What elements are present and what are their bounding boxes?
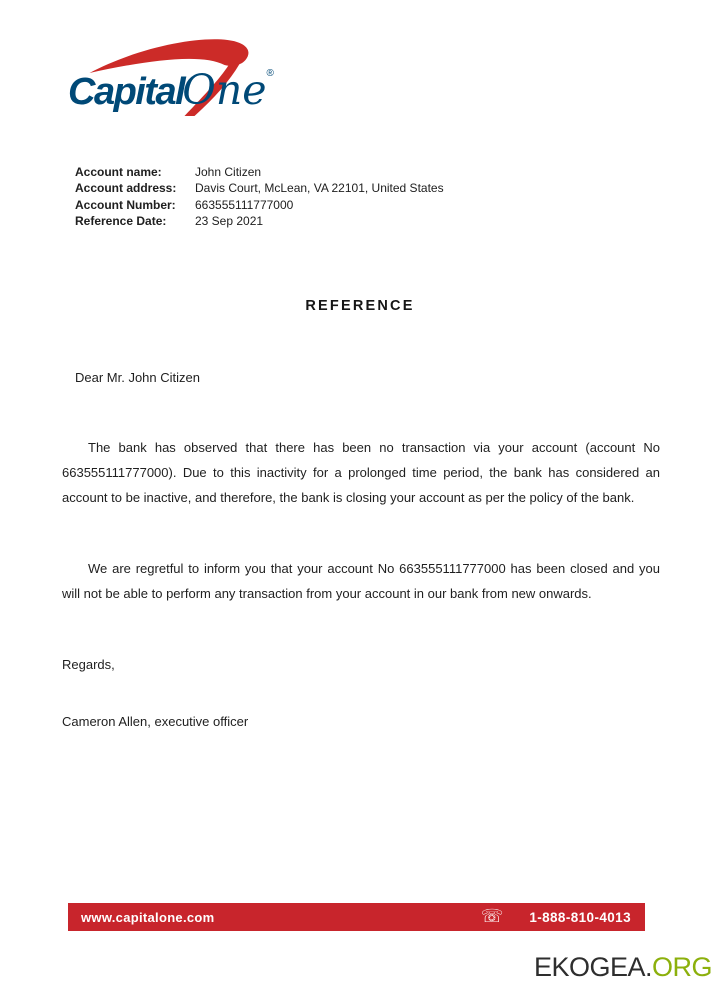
watermark-name: EKOGEA. <box>533 952 652 982</box>
body-paragraph-2: We are regretful to inform you that your account No 663555111777000 has been closed and you will not be able to perform any transaction from your account in our bank from new onwards. <box>62 561 660 602</box>
closing-line: Regards, <box>62 657 115 672</box>
account-name-value: John Citizen <box>195 165 262 179</box>
account-address-label: Account address: <box>75 181 177 196</box>
logo-word-one: One <box>182 66 267 114</box>
footer-bar <box>68 903 645 931</box>
account-number-value: 663555111777000 <box>195 197 294 212</box>
signature-line: Cameron Allen, executive officer <box>62 714 249 729</box>
account-name-label: Account name: <box>75 165 162 179</box>
account-row-address <box>75 180 444 196</box>
letter-title: REFERENCE <box>305 298 415 314</box>
telephone-icon: ☏ <box>480 906 504 927</box>
account-row-name <box>75 164 444 180</box>
watermark <box>534 952 712 983</box>
footer-website: www.capitalone.com <box>81 909 215 925</box>
footer-phone-group <box>481 908 645 926</box>
account-number-label: Account Number: <box>75 197 176 212</box>
account-row-date <box>75 213 444 229</box>
body-paragraph-1: The bank has observed that there has been no transaction via your account (account No 663555111777000). Due to this inactivity for a prolonged time period, the bank has considered an account to be inactive, and therefore, the bank is closing your account as per the policy of the bank. <box>62 440 660 506</box>
logo-word-capital: Capital <box>68 71 185 113</box>
account-info-block <box>75 164 444 230</box>
footer-phone-number: 1-888-810-4013 <box>529 909 631 925</box>
reference-date-label: Reference Date: <box>75 214 167 229</box>
reference-date-value: 23 Sep 2021 <box>195 214 264 229</box>
registered-trademark-icon: ® <box>266 68 274 79</box>
watermark-tld: ORG <box>651 952 712 982</box>
logo-wordmark <box>68 66 274 114</box>
account-address-value: Davis Court, McLean, VA 22101, United States <box>195 181 444 196</box>
salutation: Dear Mr. John Citizen <box>75 370 200 385</box>
account-row-number <box>75 197 444 213</box>
capital-one-logo <box>62 36 302 121</box>
